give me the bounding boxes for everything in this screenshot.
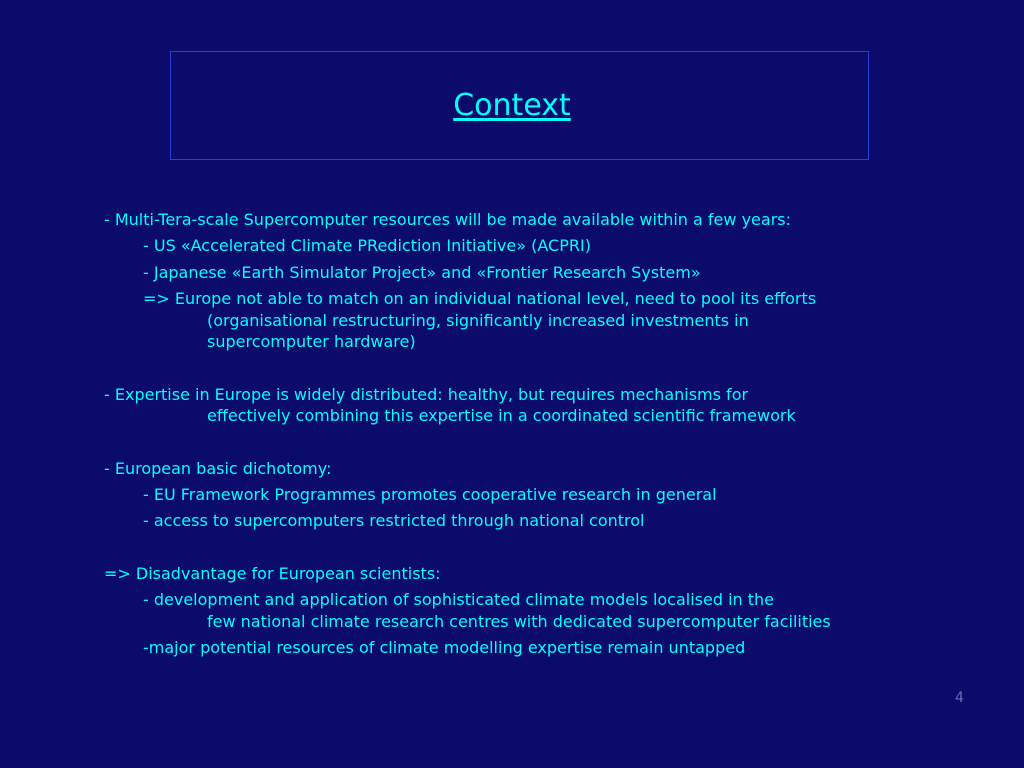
sub-bullet-japanese-projects: - Japanese «Earth Simulator Project» and «Frontier Research System» <box>143 263 701 282</box>
sub-bullet-europe-pool-efforts-cont-2: supercomputer hardware) <box>207 332 416 351</box>
bullet-expertise-distributed-cont: effectively combining this expertise in a coordinated scientific framework <box>207 406 796 425</box>
bullet-expertise-distributed: - Expertise in Europe is widely distributed: healthy, but requires mechanisms for <box>104 385 749 404</box>
bullet-disadvantage: => Disadvantage for European scientists: <box>104 564 441 583</box>
sub-bullet-climate-models: - development and application of sophisticated climate models localised in the <box>143 590 775 609</box>
sub-bullet-eu-framework: - EU Framework Programmes promotes cooperative research in general <box>143 485 717 504</box>
page-number: 4 <box>955 690 964 706</box>
bullet-european-dichotomy: - European basic dichotomy: <box>104 459 332 478</box>
slide-title: Context <box>453 88 571 123</box>
sub-bullet-untapped-resources: -major potential resources of climate modelling expertise remain untapped <box>143 638 746 657</box>
sub-bullet-europe-pool-efforts: => Europe not able to match on an individual national level, need to pool its efforts <box>143 289 817 308</box>
bullet-supercomputer-resources: - Multi-Tera-scale Supercomputer resources will be made available within a few years: <box>104 210 791 229</box>
sub-bullet-climate-models-cont: few national climate research centres with dedicated supercomputer facilities <box>207 612 831 631</box>
sub-bullet-europe-pool-efforts-cont-1: (organisational restructuring, significantly increased investments in <box>207 311 749 330</box>
sub-bullet-us-acpri: - US «Accelerated Climate PRediction Initiative» (ACPRI) <box>143 236 591 255</box>
sub-bullet-national-control: - access to supercomputers restricted through national control <box>143 511 645 530</box>
